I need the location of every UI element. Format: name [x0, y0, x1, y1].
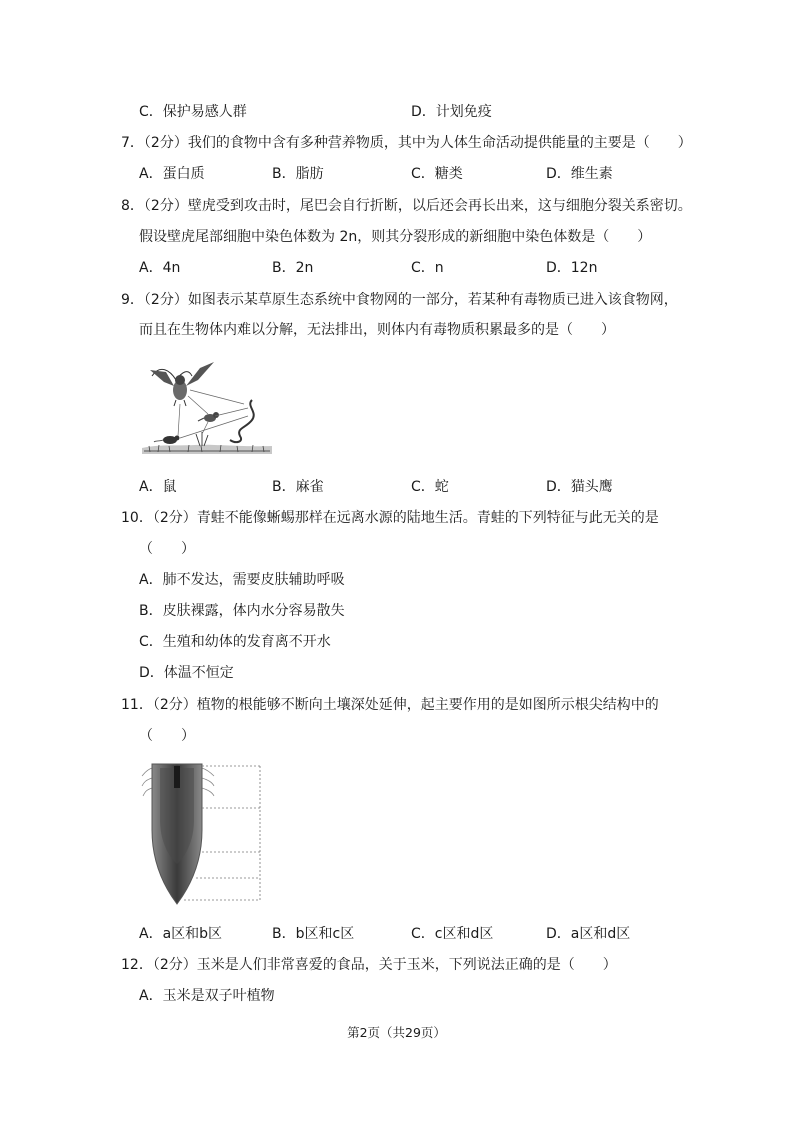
- q12-option-a: A．玉米是双子叶植物: [139, 988, 275, 1004]
- q10-option-a: A．肺不发达，需要皮肤辅助呼吸: [139, 572, 345, 588]
- q6-option-d: D．计划免疫: [411, 104, 492, 120]
- q11-stem-line1: 11．（2分）植物的根能够不断向土壤深处延伸，起主要作用的是如图所示根尖结构中的: [121, 697, 659, 713]
- q7-stem: 7．（2分）我们的食物中含有多种营养物质，其中为人体生命活动提供能量的主要是（ ）: [121, 135, 692, 151]
- q7-option-d: D．维生素: [546, 166, 613, 182]
- q12-stem: 12．（2分）玉米是人们非常喜爱的食品，关于玉米，下列说法正确的是（ ）: [121, 957, 617, 973]
- q8-stem-line1: 8．（2分）壁虎受到攻击时，尾巴会自行折断，以后还会再长出来，这与细胞分裂关系密切。: [121, 198, 692, 214]
- q8-stem-line2: 假设壁虎尾部细胞中染色体数为 2n，则其分裂形成的新细胞中染色体数是（ ）: [139, 229, 652, 245]
- q9-option-b: B．麻雀: [272, 479, 324, 495]
- q9-stem-line1: 9．（2分）如图表示某草原生态系统中食物网的一部分，若某种有毒物质已进入该食物网，: [121, 292, 678, 308]
- mouse-icon: [154, 436, 180, 445]
- q11-option-a: A．a区和b区: [139, 926, 223, 942]
- q8-option-a: A．4n: [139, 260, 181, 276]
- q6-option-c: C．保护易感人群: [139, 104, 247, 120]
- q9-stem-line2: 而且在生物体内难以分解，无法排出，则体内有毒物质积累最多的是（ ）: [139, 322, 615, 338]
- food-web-figure: [140, 356, 275, 458]
- q7-option-c: C．糖类: [411, 166, 463, 182]
- q11-option-d: D．a区和d区: [546, 926, 631, 942]
- q8-option-c: C．n: [411, 260, 444, 276]
- q11-option-c: C．c区和d区: [411, 926, 494, 942]
- q10-option-d: D．体温不恒定: [139, 665, 234, 681]
- q10-stem-line1: 10．（2分）青蛙不能像蜥蜴那样在远离水源的陆地生活。青蛙的下列特征与此无关的是: [121, 510, 659, 526]
- page-number: 第2页（共29页）: [347, 1025, 446, 1040]
- q10-stem-line2: （ ）: [139, 541, 195, 557]
- q9-option-d: D．猫头鹰: [546, 479, 613, 495]
- q11-stem-line2: （ ）: [139, 728, 195, 744]
- q9-option-a: A．鼠: [139, 479, 177, 495]
- sparrow-icon: [198, 412, 219, 422]
- q8-option-d: D．12n: [546, 260, 598, 276]
- q9-option-c: C．蛇: [411, 479, 449, 495]
- q8-option-b: B．2n: [272, 260, 314, 276]
- q10-option-b: B．皮肤裸露，体内水分容易散失: [139, 603, 345, 619]
- q7-option-a: A．蛋白质: [139, 166, 205, 182]
- q10-option-c: C．生殖和幼体的发育离不开水: [139, 634, 331, 650]
- owl-icon: [150, 362, 214, 406]
- snake-icon: [230, 400, 254, 442]
- root-tip-figure: [140, 760, 268, 908]
- q11-option-b: B．b区和c区: [272, 926, 355, 942]
- grass-icon: [196, 432, 208, 446]
- q7-option-b: B．脂肪: [272, 166, 324, 182]
